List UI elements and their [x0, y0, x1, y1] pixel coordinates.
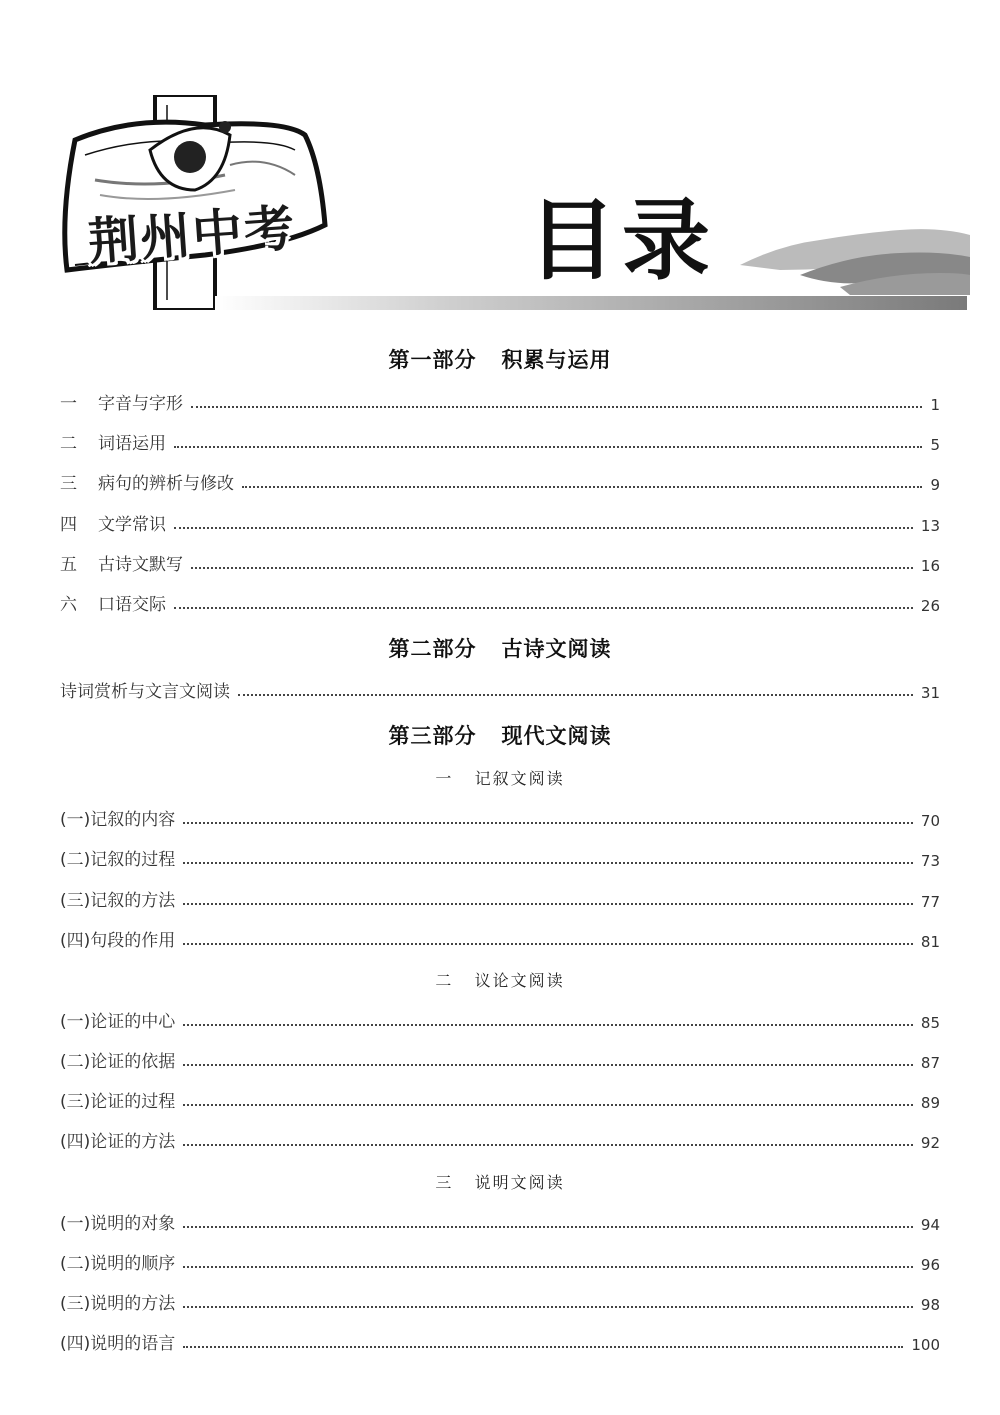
toc-label: (四)句段的作用 — [60, 931, 176, 951]
dot-leader — [242, 486, 922, 488]
toc-page-number: 70 — [920, 812, 940, 830]
toc-page-number: 9 — [930, 476, 940, 494]
toc-entry[interactable] — [60, 511, 940, 535]
dot-leader — [183, 1144, 913, 1146]
toc-entry[interactable] — [60, 430, 940, 454]
toc-entry[interactable] — [60, 1210, 940, 1234]
toc-page-number: 5 — [930, 436, 940, 454]
toc-entry[interactable] — [60, 551, 940, 575]
toc-entry[interactable] — [60, 1330, 940, 1354]
dot-leader — [183, 1104, 913, 1106]
toc-page-number: 16 — [920, 557, 940, 575]
toc-number: 三 — [60, 474, 77, 494]
toc-label: (二)记叙的过程 — [60, 850, 176, 870]
toc-entry[interactable] — [60, 887, 940, 911]
toc-label: 词语运用 — [98, 434, 166, 454]
toc-number: 五 — [60, 555, 77, 575]
toc-entry[interactable] — [60, 846, 940, 870]
toc-label: (二)说明的顺序 — [60, 1254, 176, 1274]
toc-page-number: 94 — [920, 1216, 940, 1234]
toc-label: 病句的辨析与修改 — [98, 474, 234, 494]
toc-page-number: 31 — [920, 684, 940, 702]
toc-label: (四)说明的语言 — [60, 1334, 176, 1354]
toc-entry[interactable] — [60, 1008, 940, 1032]
toc-entry[interactable] — [60, 1290, 940, 1314]
part-title: 第一部分 积累与运用 — [388, 348, 612, 372]
toc-number: 二 — [60, 434, 77, 454]
dot-leader — [174, 446, 922, 448]
toc-number: 六 — [60, 595, 77, 615]
toc-label: 诗词赏析与文言文阅读 — [60, 682, 230, 702]
toc-page-number: 85 — [920, 1014, 940, 1032]
toc-page-number: 89 — [920, 1094, 940, 1112]
toc-entry[interactable] — [60, 1088, 940, 1112]
dot-leader — [238, 694, 913, 696]
logo-text: 荆州中考 — [86, 198, 299, 272]
toc-page-number: 13 — [920, 517, 940, 535]
dot-leader — [183, 862, 913, 864]
toc-label: (三)记叙的方法 — [60, 891, 176, 911]
toc-page-number: 100 — [911, 1336, 940, 1354]
dot-leader — [183, 1266, 913, 1268]
toc-entry[interactable] — [60, 1250, 940, 1274]
toc-label: (四)论证的方法 — [60, 1132, 176, 1152]
toc-page-number: 73 — [920, 852, 940, 870]
header-gradient-bar — [215, 296, 967, 310]
toc-label: 字音与字形 — [98, 394, 183, 414]
toc-label: 古诗文默写 — [98, 555, 183, 575]
dot-leader — [183, 1226, 913, 1228]
toc-page-number: 98 — [920, 1296, 940, 1314]
section-title: 三 说明文阅读 — [435, 1173, 565, 1192]
page-title: 目录 — [528, 188, 717, 292]
toc-page-number: 26 — [920, 597, 940, 615]
toc-label: 文学常识 — [98, 515, 166, 535]
toc-entry[interactable] — [60, 470, 940, 494]
dot-leader — [183, 1024, 913, 1026]
dot-leader — [183, 1064, 913, 1066]
toc-label: 口语交际 — [98, 595, 166, 615]
toc-page-number: 81 — [920, 933, 940, 951]
dot-leader — [183, 822, 913, 824]
toc-label: (三)论证的过程 — [60, 1092, 176, 1112]
dot-leader — [174, 607, 913, 609]
part-title: 第三部分 现代文阅读 — [388, 724, 612, 748]
toc-page-number: 87 — [920, 1054, 940, 1072]
toc-entry[interactable] — [60, 806, 940, 830]
toc-page-number: 1 — [930, 396, 940, 414]
dot-leader — [191, 406, 922, 408]
dot-leader — [183, 943, 913, 945]
toc-label: (二)论证的依据 — [60, 1052, 176, 1072]
toc-entry[interactable] — [60, 678, 940, 702]
toc-entry[interactable] — [60, 1128, 940, 1152]
toc-entry[interactable] — [60, 1048, 940, 1072]
toc-page-number: 96 — [920, 1256, 940, 1274]
toc-label: (三)说明的方法 — [60, 1294, 176, 1314]
toc-label: (一)记叙的内容 — [60, 810, 176, 830]
toc-entry[interactable] — [60, 591, 940, 615]
part-title: 第二部分 古诗文阅读 — [388, 637, 612, 661]
dot-leader — [183, 1306, 913, 1308]
mountain-landscape-icon — [740, 215, 970, 295]
toc-number: 四 — [60, 515, 77, 535]
dot-leader — [191, 567, 913, 569]
toc-label: (一)说明的对象 — [60, 1214, 176, 1234]
dot-leader — [183, 903, 913, 905]
dot-leader — [183, 1346, 903, 1348]
toc-page-number: 92 — [920, 1134, 940, 1152]
toc-page-number: 77 — [920, 893, 940, 911]
section-title: 一 记叙文阅读 — [435, 769, 565, 788]
section-title: 二 议论文阅读 — [435, 971, 565, 990]
toc-entry[interactable] — [60, 927, 940, 951]
toc-entry[interactable] — [60, 390, 940, 414]
dot-leader — [174, 527, 913, 529]
header — [0, 0, 1000, 320]
toc-label: (一)论证的中心 — [60, 1012, 176, 1032]
toc-number: 一 — [60, 394, 77, 414]
